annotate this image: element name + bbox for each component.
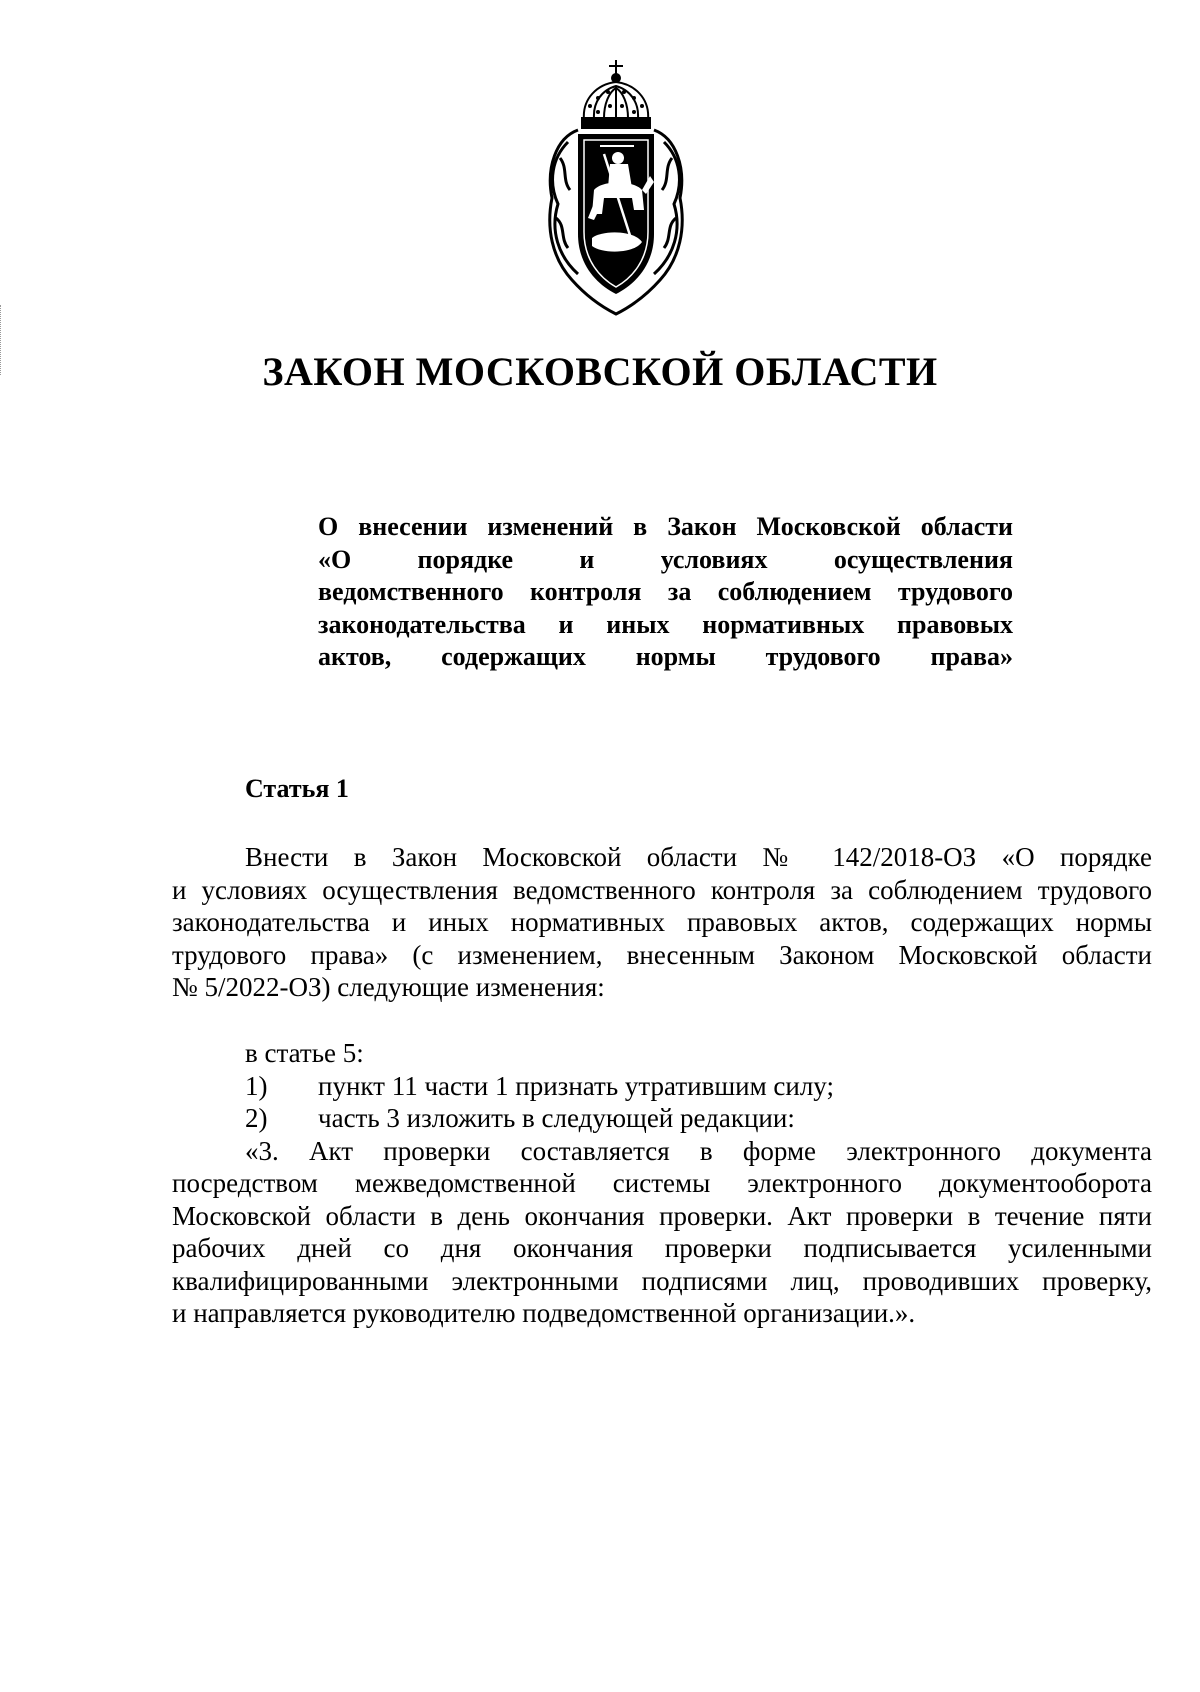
subject-line: ведомственного контроля за соблюдением трудового xyxy=(318,577,1013,606)
subject-line: О внесении изменений в Закон Московской области xyxy=(318,512,1013,541)
paragraph-line: № 5/2022-ОЗ) следующие изменения: xyxy=(172,972,605,1002)
paragraph-line: Внести в Закон Московской области № 142/2018-ОЗ «О порядке xyxy=(245,842,1152,872)
list-item xyxy=(172,1102,1152,1135)
article-heading: Статья 1 xyxy=(245,774,349,803)
document-title: ЗАКОН МОСКОВСКОЙ ОБЛАСТИ xyxy=(262,349,938,394)
paragraph-line: и условиях осуществления ведомственного контроля за соблюдением трудового xyxy=(172,874,1152,905)
subject-line: «О порядке и условиях осуществления xyxy=(318,544,1013,574)
quote-line: рабочих дней со дня окончания проверки подписывается усиленными xyxy=(172,1233,1152,1263)
coat-of-arms-icon xyxy=(538,58,694,318)
list-item-number: 2) xyxy=(245,1103,268,1133)
quote-line: Московской области в день окончания проверки. Акт проверки в течение пяти xyxy=(172,1200,1152,1231)
law-subject xyxy=(318,511,1013,674)
list-item-number: 1) xyxy=(245,1070,268,1101)
subject-line: актов, содержащих нормы трудового права» xyxy=(318,642,1013,671)
article-paragraph xyxy=(172,841,1152,1004)
list-item-text: часть 3 изложить в следующей редакции: xyxy=(318,1103,795,1133)
amendments-block xyxy=(172,1037,1152,1330)
quote-line: посредством межведомственной системы электронного документооборота xyxy=(172,1168,1152,1198)
quote-line: квалифицированными электронными подписями лиц, проводивших проверку, xyxy=(172,1265,1152,1296)
quote-line: «3. Акт проверки составляется в форме электронного документа xyxy=(245,1135,1152,1166)
list-item xyxy=(172,1070,1152,1103)
paragraph-line: законодательства и иных нормативных правовых актов, содержащих нормы xyxy=(172,907,1152,937)
amendment-intro: в статье 5: xyxy=(245,1038,364,1068)
paragraph-line: трудового права» (с изменением, внесенным Законом Московской области xyxy=(172,939,1152,970)
subject-line: законодательства и иных нормативных правовых xyxy=(318,609,1013,639)
quote-line: и направляется руководителю подведомственной организации.». xyxy=(172,1298,916,1328)
list-item-text: пункт 11 части 1 признать утратившим силу; xyxy=(318,1070,834,1101)
